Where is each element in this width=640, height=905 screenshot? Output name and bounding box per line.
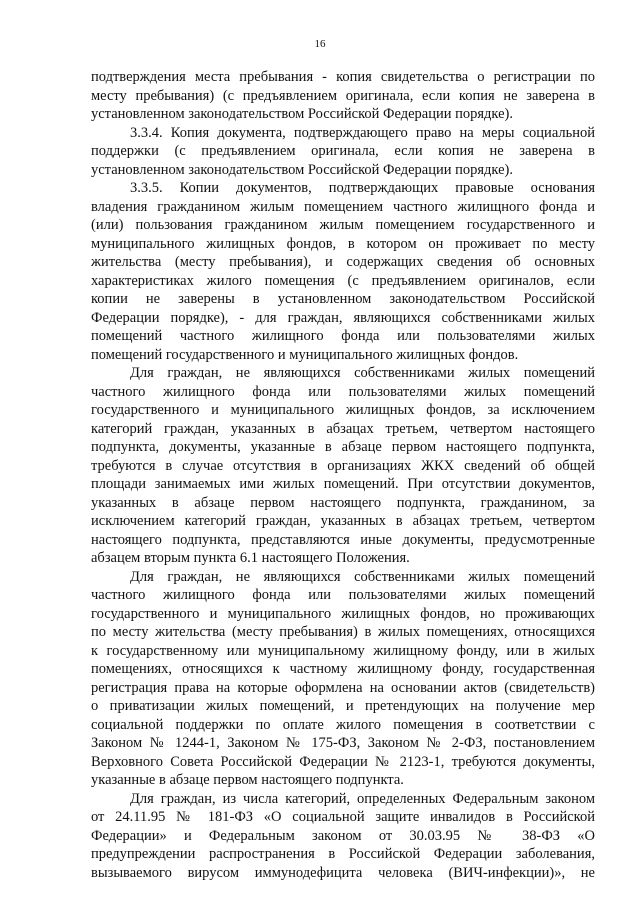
paragraph-line: требуются в случае отсутствия в организациях ЖКХ сведений об общей bbox=[91, 457, 595, 474]
paragraph-line: указанные в абзаце первом настоящего подпункта. bbox=[91, 772, 404, 788]
paragraph-line: исключением категорий граждан, указанных в абзацах третьем, четвертом bbox=[91, 513, 595, 529]
paragraph-line: настоящего подпункта, представляются иные документы, предусмотренные bbox=[91, 531, 595, 548]
paragraph-line: социальной поддержки по оплате жилого помещения в соответствии с bbox=[91, 716, 595, 733]
paragraph-line: месту пребывания) (с предъявлением оригинала, если копия не заверена в bbox=[91, 87, 595, 104]
paragraph-line: владения гражданином жилым помещением частного жилищного фонда и bbox=[91, 198, 595, 215]
paragraph-line: Для граждан, не являющихся собственниками жилых помещений bbox=[130, 568, 595, 585]
paragraph-line: государственного и муниципального жилищных фондов, за исключением bbox=[91, 402, 595, 418]
paragraph bbox=[91, 68, 595, 124]
paragraph-line: поддержки (с предъявлением оригинала, если копия не заверена в bbox=[91, 143, 595, 159]
paragraph-line: жительства (месту пребывания), и содержащих сведения об основных bbox=[91, 254, 595, 270]
paragraph-line: установленном законодательством Российской Федерации порядке). bbox=[91, 161, 514, 178]
paragraph-line: Федерации порядке), - для граждан, являющихся собственниками жилых bbox=[91, 309, 595, 326]
paragraph bbox=[91, 364, 595, 568]
paragraph-line: (или) пользования гражданином жилым помещением государственного и bbox=[91, 217, 595, 233]
paragraph-line: помещений государственного и муниципального жилищных фондов. bbox=[91, 346, 519, 363]
paragraph-line: муниципального жилищных фондов, в котором он проживает по месту bbox=[91, 235, 595, 252]
paragraph-line: Для граждан, не являющихся собственниками жилых помещений bbox=[130, 365, 595, 381]
paragraph-line: по месту жительства (месту пребывания) в жилых помещениях, относящихся bbox=[91, 624, 595, 640]
paragraph-line: подпункта, документы, указанные в абзаце первом настоящего подпункта, bbox=[91, 439, 595, 455]
paragraph-line: 3.3.4. Копия документа, подтверждающего право на меры социальной bbox=[130, 124, 595, 141]
paragraph-line: регистрация права на которые оформлена на основании актов (свидетельств) bbox=[91, 679, 595, 696]
paragraph-line: помещениях, относящихся к частному жилищному фонду, государственная bbox=[91, 661, 595, 677]
paragraph-line: предупреждении распространения в Российской Федерации заболевания, bbox=[91, 846, 595, 862]
paragraph bbox=[91, 179, 595, 364]
paragraph-line: подтверждения места пребывания - копия свидетельства о регистрации по bbox=[91, 69, 595, 85]
paragraph-line: 3.3.5. Копии документов, подтверждающих правовые основания bbox=[130, 180, 595, 196]
paragraph bbox=[91, 124, 595, 180]
paragraph-line: частного жилищного фонда или пользователями жилых помещений bbox=[91, 383, 595, 400]
paragraph-line: Для граждан, из числа категорий, определенных Федеральным законом bbox=[130, 790, 595, 807]
paragraph-line: установленном законодательством Российской Федерации порядке). bbox=[91, 106, 514, 122]
paragraph-line: от 24.11.95 № 181-ФЗ «О социальной защите инвалидов в Российской bbox=[91, 809, 595, 825]
paragraph-line: Верховного Совета Российской Федерации № 2123-1, требуются документы, bbox=[91, 753, 595, 770]
page-number: 16 bbox=[314, 38, 326, 50]
paragraph-line: площади занимаемых ими жилых помещений. При отсутствии документов, bbox=[91, 476, 595, 492]
paragraph-line: Федерации» и Федеральным законом от 30.03.95 № 38-ФЗ «О bbox=[91, 827, 595, 844]
paragraph-line: вызываемого вирусом иммунодефицита человека (ВИЧ-инфекции)», не bbox=[91, 864, 595, 881]
paragraph-line: частного жилищного фонда или пользователями жилых помещений bbox=[91, 587, 595, 603]
paragraph-line: указанных в абзаце первом настоящего подпункта, гражданином, за bbox=[91, 494, 595, 511]
paragraph-line: помещений частного жилищного фонда или пользователями жилых bbox=[91, 328, 595, 344]
paragraph bbox=[91, 790, 595, 883]
paragraph-line: к государственному или муниципальному жилищному фонду, или в жилых bbox=[91, 642, 595, 659]
paragraph-line: абзацем вторым пункта 6.1 настоящего Положения. bbox=[91, 550, 410, 566]
document-body bbox=[91, 68, 595, 882]
paragraph-line: характеристиках жилого помещения (с предъявлением оригиналов, если bbox=[91, 272, 595, 289]
paragraph-line: государственного и муниципального жилищных фондов, но проживающих bbox=[91, 605, 595, 622]
paragraph-line: категорий граждан, указанных в абзацах третьем, четвертом настоящего bbox=[91, 420, 595, 437]
paragraph bbox=[91, 568, 595, 790]
paragraph-line: копии не заверены в установленном законодательством Российской bbox=[91, 291, 595, 307]
paragraph-line: о приватизации жилых помещений, и претендующих на получение мер bbox=[91, 698, 595, 714]
paragraph-line: Законом № 1244-1, Законом № 175-ФЗ, Законом № 2-ФЗ, постановлением bbox=[91, 735, 595, 751]
